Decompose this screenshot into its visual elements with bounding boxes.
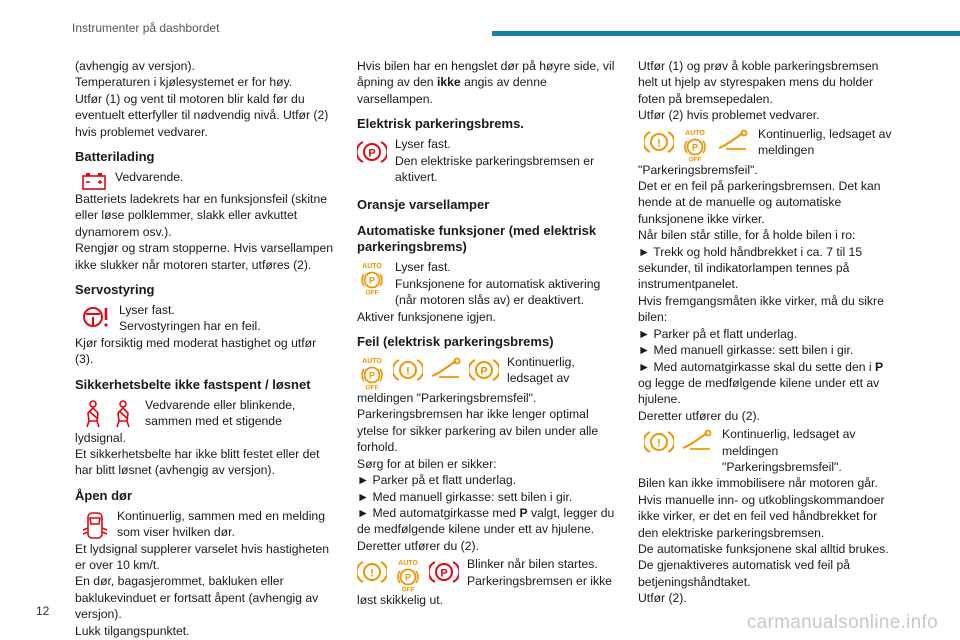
paragraph: Deretter utfører du (2). [638,408,760,423]
paragraph: Funksjonene for automatisk aktivering (når motoren slås av) er deaktivert. [395,276,601,308]
section-heading-auto: Automatiske funksjoner (med elektrisk parkeringsbrems) [357,223,597,255]
auto-off-icon [393,558,423,592]
step-item: ► Med manuell girkasse: sett bilen i gir. [638,342,900,358]
parking-brake-icon [469,356,499,390]
paragraph: Kjør forsiktig med moderat hastighet og utfør (3). [75,335,317,367]
paragraph: Batteriets ladekrets har en funksjonsfeil (skitne eller løse polklemmer, slakk eller avkuttet dynamorem osv.). [75,192,327,239]
fault-block [357,354,619,390]
section-heading-steering: Servostyring [75,282,155,298]
paragraph: Bilen kan ikke immobilisere når motoren går. [638,476,878,491]
paragraph: Aktiver funksjonene igjen. [357,309,496,324]
lead-text: Lyser fast. [119,303,175,318]
door-open-icon [81,510,109,540]
paragraph: Sørg for at bilen er sikker: [357,456,497,471]
step-item: ► Med automatgirkasse med P valgt, legger du de medfølgende kilene under ett av hjulene. [357,505,619,538]
paragraph: Den elektriske parkeringsbremsen er aktivert. [395,153,595,185]
paragraph: løst skikkelig ut. [357,593,444,608]
paragraph: Temperaturen i kjølesystemet er for høy. [75,75,293,90]
steering-warning-icon [81,304,111,330]
paragraph: Hvis manuelle inn- og utkoblingskommandoer ikke virker, er det en feil ved håndbrekket for den elektriske parkeringsbremsen. [638,492,885,540]
step-item: ► Parker på et flatt underlag. [638,326,900,342]
auto-off-icon [357,356,387,390]
paragraph: Servostyringen har en feil. [119,319,261,334]
battery-icon [81,171,107,191]
seatbelt-icon [81,399,137,429]
blink-block [357,556,619,592]
section-heading-epb: Elektrisk parkeringsbrems. [357,116,524,132]
page-number: 12 [36,604,50,618]
parking-lever-icon [680,428,714,456]
step-item: ► Med manuell girkasse: sett bilen i gir. [357,489,619,505]
lead-text: Kontinuerlig, sammen med en melding som viser hvilken dør. [117,508,325,540]
parking-brake-warning-icon [393,356,423,390]
battery-block [75,169,337,191]
column-2 [357,58,619,609]
paragraph: Deretter utfører du (2). [357,538,479,553]
parking-brake-warning-icon [357,558,387,592]
paragraph: Utfør (2) hvis problemet vedvarer. [638,108,820,123]
paragraph: Utfør (1) og vent til motoren blir kald før du eventuelt etterfyller til nødvendig nivå. Utfør (2) hvis problemet vedvarer. [75,91,329,139]
step-item: ► Trekk og hold håndbrekket i ca. 7 til 15 sekunder, til indikatorlampen tennes på instrumentpanelet. [638,244,900,293]
lead-text: Kontinuerlig, ledsaget av meldingen [758,126,892,158]
section-heading-battery: Batterilading [75,149,155,165]
paragraph: Hvis fremgangsmåten ikke virker, må du sikre bilen: [638,293,884,325]
section-heading-orange: Oransje varsellamper [357,197,490,213]
steering-block [75,302,337,335]
paragraph: Utfør (1) og prøv å koble parkeringsbremsen helt ut hjelp av styrespaken mens du holder foten på bremsepedalen. [638,59,879,106]
paragraph: Et lydsignal supplerer varselet hvis hastigheten er over 10 km/t. [75,541,330,572]
paragraph: De automatiske funksjonene skal alltid brukes. [638,541,889,556]
paragraph: "Parkeringsbremsfeil". [638,162,758,177]
lead-text: Blinker når bilen startes. Parkeringsbremsen er ikke [467,557,612,588]
watermark: carmanualsonline.info [746,612,938,633]
block2 [638,426,900,475]
paragraph: Utfør (2). [638,591,687,606]
auto-off-icon [357,261,387,295]
paragraph: (avhengig av versjon). [75,59,195,73]
seatbelt-block [75,397,337,430]
page-header-title: Instrumenter på dashbordet [72,21,220,35]
paragraph: De gjenaktiveres automatisk ved feil på betjeningshåndtaket. [638,558,851,589]
auto-off-icon [680,128,710,162]
lead-text: Lyser fast. [395,260,451,275]
paragraph: meldingen "Parkeringsbremsfeil". [357,391,537,406]
paragraph: Et sikkerhetsbelte har ikke blitt festet eller det har blitt løsnet (avhengig av versjon). [75,446,320,478]
epb-block [357,136,619,185]
lead-text: Kontinuerlig, ledsaget av [507,355,575,386]
paragraph: Det er en feil på parkeringsbremsen. Det kan hende at de manuelle og automatiske funksjonene ikke virker. [638,179,881,226]
step-item: ► Parker på et flatt underlag. [357,472,619,488]
auto-block [357,259,619,308]
door-block [75,508,337,541]
section-heading-door: Åpen dør [75,487,133,503]
lead-text: Lyser fast. [395,137,451,152]
paragraph: Når bilen står stille, for å holde bilen i ro: [638,228,856,243]
parking-lever-icon [716,128,750,162]
parking-brake-icon [357,138,387,166]
paragraph: lydsignal. [75,430,126,445]
paragraph: Parkeringsbremsen har ikke lenger optimal ytelse for sikker parkering av bilen under alle forhold. [357,407,599,455]
parking-brake-warning-icon [644,128,674,162]
section-heading-seatbelt: Sikkerhetsbelte ikke fastspent / løsnet [75,376,311,392]
lead-text: Kontinuerlig, ledsaget av meldingen "Parkeringsbremsfeil". [722,427,856,474]
parking-lever-icon [429,356,463,390]
paragraph: Lukk tilgangspunktet. [75,623,190,638]
column-1 [75,58,337,639]
column-3 [638,58,900,607]
paragraph: Hvis bilen har en hengslet dør på høyre side, vil åpning av den ikke angis av denne varsellampen. [357,59,615,106]
header-accent-bar [492,31,960,36]
block1 [638,126,900,162]
parking-brake-warning-icon [644,428,674,456]
paragraph: Rengjør og stram stopperne. Hvis varsellampen ikke slukker når motoren starter, utføres (2). [75,241,334,272]
section-heading-fault: Feil (elektrisk parkeringsbrems) [357,334,554,350]
paragraph: En dør, bagasjerommet, bakluken eller baklukevinduet er fortsatt åpent (avhengig av versjon). [75,574,319,622]
step-item: ► Med automatgirkasse skal du sette den i P og legge de medfølgende kilene under ett av hjulene. [638,359,900,408]
parking-brake-icon [429,558,459,592]
lead-text: Vedvarende eller blinkende, sammen med et stigende [145,397,296,429]
lead-text: Vedvarende. [115,170,184,185]
